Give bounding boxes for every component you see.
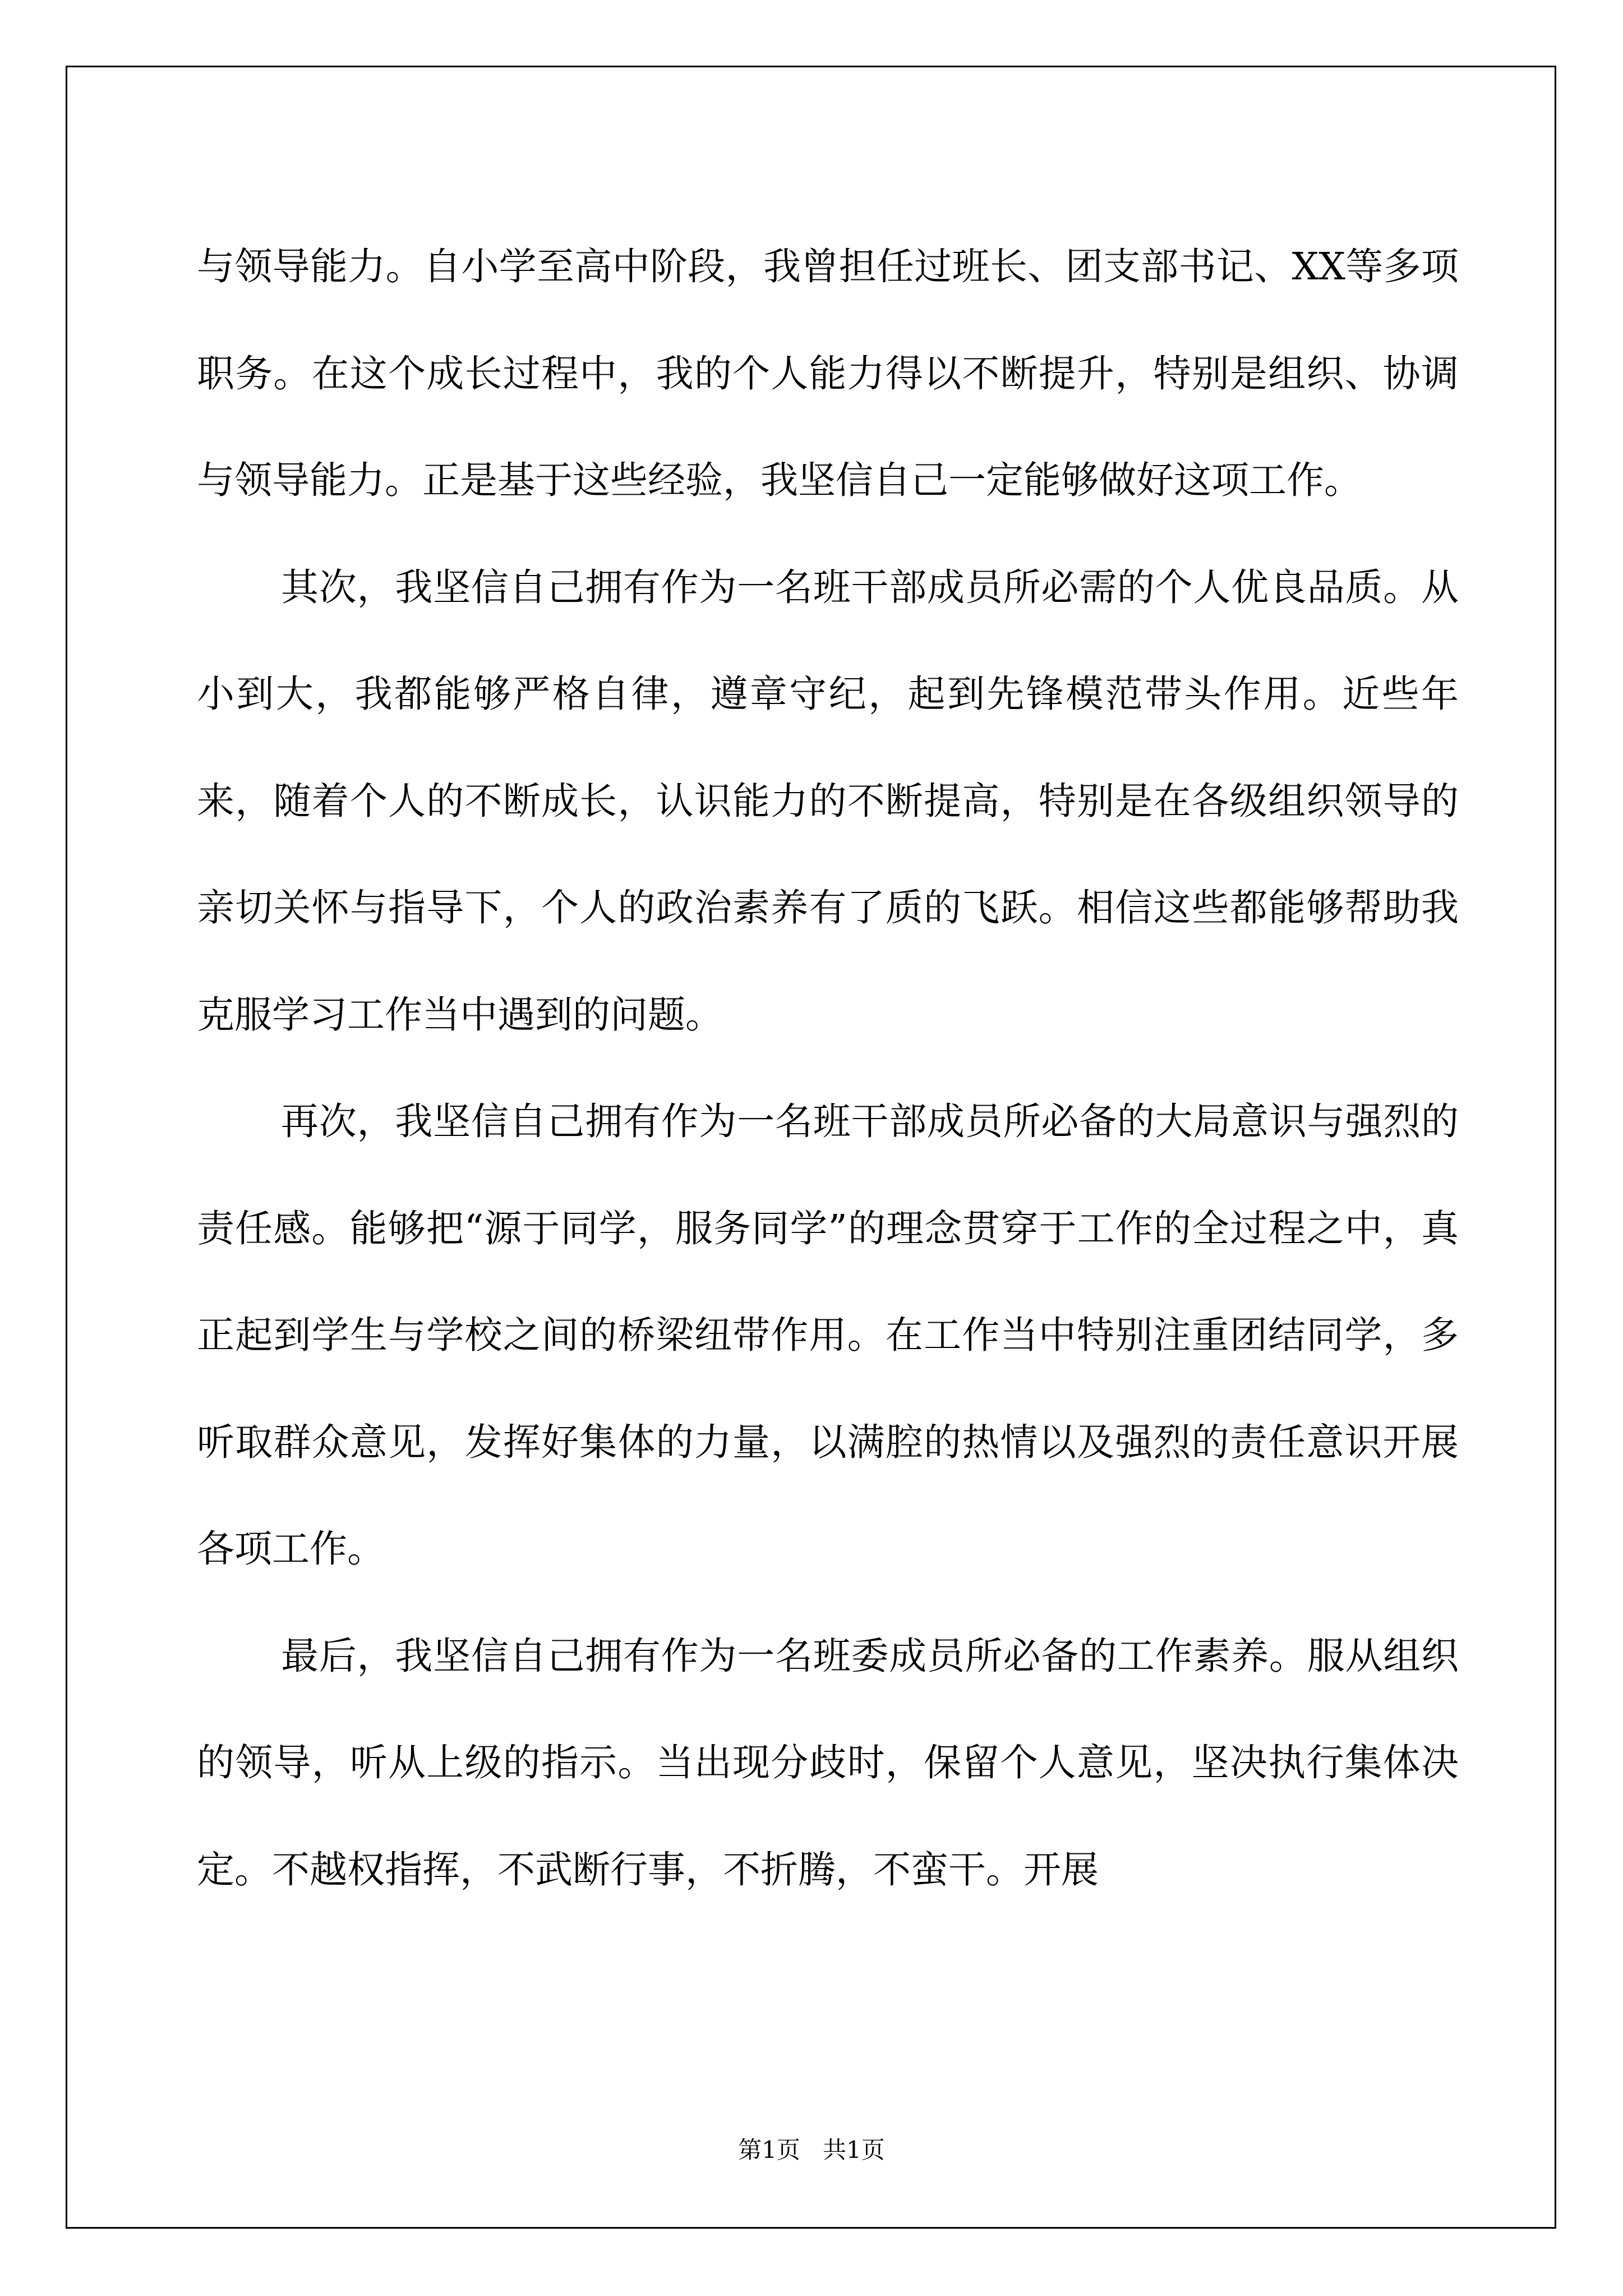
page-number-footer: 第1页 共1页 (738, 2136, 885, 2164)
paragraph-4: 最后，我坚信自己拥有作为一名班委成员所必备的工作素养。服从组织的领导，听从上级的指示。当出现分歧时，保留个人意见，坚决执行集体决定。不越权指挥，不武断行事，不折腾，不蛮干。开展 (197, 1634, 1459, 1892)
paragraph-3: 再次，我坚信自己拥有作为一名班干部成员所必备的大局意识与强烈的责任感。能够把“源于同学，服务同学”的理念贯穿于工作的全过程之中，真正起到学生与学校之间的桥梁纽带作用。在工作当中特别注重团结同学，多听取群众意见，发挥好集体的力量，以满腔的热情以及强烈的责任意识开展各项工作。 (197, 1099, 1459, 1571)
paragraph-1: 与领导能力。自小学至高中阶段，我曾担任过班长、团支部书记、XX等多项职务。在这个成长过程中，我的个人能力得以不断提升，特别是组织、协调与领导能力。正是基于这些经验，我坚信自己一定能够做好这项工作。 (197, 245, 1459, 502)
document-body (197, 213, 1459, 1923)
paragraph-2: 其次，我坚信自己拥有作为一名班干部成员所必需的个人优良品质。从小到大，我都能够严格自律，遵章守纪，起到先锋模范带头作用。近些年来，随着个人的不断成长，认识能力的不断提高，特别是在各级组织领导的亲切关怀与指导下，个人的政治素养有了质的飞跃。相信这些都能够帮助我克服学习工作当中遇到的问题。 (197, 565, 1459, 1037)
